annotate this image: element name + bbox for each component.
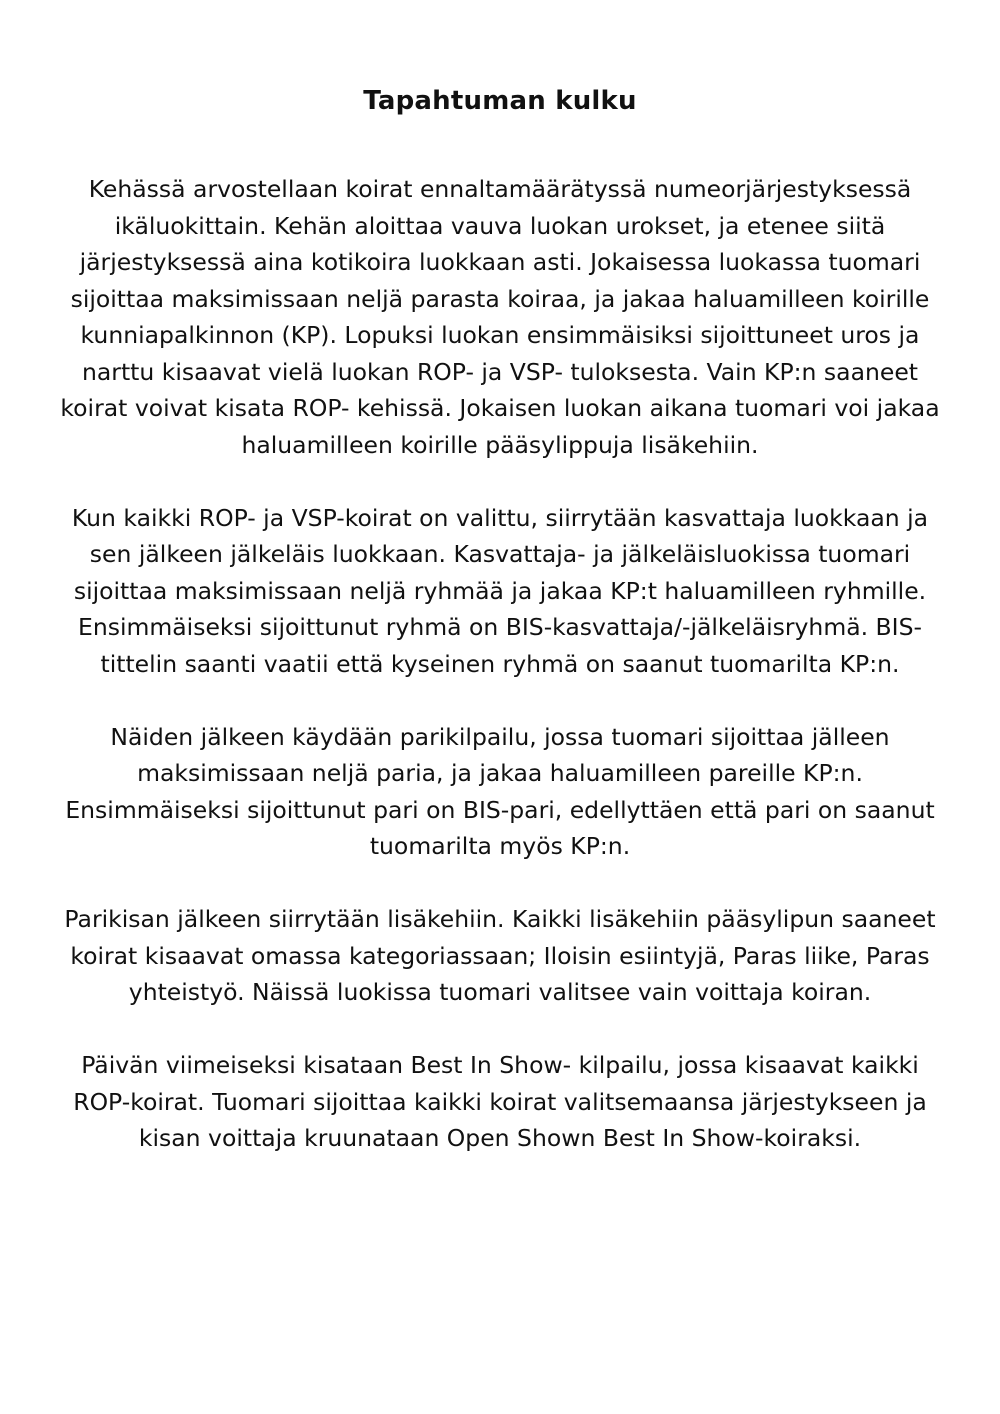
paragraph-breeder-progeny: Kun kaikki ROP- ja VSP-koirat on valittu, siirrytään kasvattaja luokkaan ja sen jälkeen jälkeläis luokkaan. Kasvattaja- ja jälkeläisluokissa tuomari sijoittaa maksimissaan neljä ryhmää ja jakaa KP:t haluamilleen ryhmille. Ensimmäiseksi sijoittunut ryhmä on BIS-kasvattaja/-jälkeläisryhmä. BIS- tittelin saanti vaatii että kyseinen ryhmä on saanut tuomarilta KP:n. — [71, 503, 929, 678]
paragraph-best-in-show: Päivän viimeiseksi kisataan Best In Show- kilpailu, jossa kisaavat kaikki ROP-koirat. Tuomari sijoittaa kaikki koirat valitsemaansa järjestykseen ja kisan voittaja kruunataan Open Shown Best In Show-koiraksi. — [73, 1051, 927, 1152]
paragraph-extra-rings: Parikisan jälkeen siirrytään lisäkehiin. Kaikki lisäkehiin pääsylipun saaneet koirat kisaavat omassa kategoriassaan; Iloisin esiintyjä, Paras liike, Paras yhteistyö. Näissä luokissa tuomari valitsee vain voittaja koiran. — [64, 905, 936, 1006]
document-title: Tapahtuman kulku — [363, 86, 637, 116]
paragraph-judging-order: Kehässä arvostellaan koirat ennaltamäärätyssä numeorjärjestyksessä ikäluokittain. Kehän aloittaa vauva luokan urokset, ja etenee siitä järjestyksessä aina kotikoira luokkaan asti. Jokaisessa luokassa tuomari sijoittaa maksimissaan neljä parasta koiraa, ja jakaa haluamilleen koirille kunniapalkinnon (KP). Lopuksi luokan ensimmäisiksi sijoittuneet uros ja narttu kisaavat vielä luokan ROP- ja VSP- tuloksesta. Vain KP:n saaneet koirat voivat kisata ROP- kehissä. Jokaisen luokan aikana tuomari voi jakaa haluamilleen koirille pääsylippuja lisäkehiin. — [60, 175, 940, 459]
paragraph-pairs: Näiden jälkeen käydään parikilpailu, jossa tuomari sijoittaa jälleen maksimissaan neljä paria, ja jakaa haluamilleen pareille KP:n. Ensimmäiseksi sijoittunut pari on BIS-pari, edellyttäen että pari on saanut tuomarilta myös KP:n. — [65, 722, 935, 860]
document-body — [52, 171, 948, 1157]
